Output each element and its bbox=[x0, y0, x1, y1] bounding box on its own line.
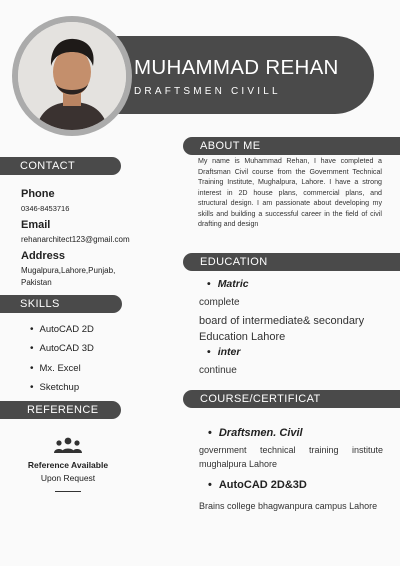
profile-photo-frame bbox=[12, 16, 132, 136]
education-item-title: • Matric bbox=[207, 278, 249, 290]
education-item-board-2: Education Lahore bbox=[199, 331, 286, 343]
candidate-title: DRAFTSMEN CIVILL bbox=[134, 86, 281, 97]
education-item-status: complete bbox=[199, 297, 240, 308]
course-item-text: Brains college bhagwanpura campus Lahore bbox=[199, 501, 378, 511]
person-portrait-icon bbox=[18, 22, 126, 130]
course-item-text: government technical training institute mughalpura Lahore bbox=[199, 445, 383, 469]
email-value: rehanarchitect123@gmail.com bbox=[21, 235, 130, 244]
reference-heading: REFERENCE bbox=[0, 401, 121, 419]
people-group-icon bbox=[53, 437, 83, 454]
course-heading: COURSE/CERTIFICAT bbox=[183, 390, 400, 408]
reference-line-1: Reference Available bbox=[27, 460, 109, 470]
education-item-status: continue bbox=[199, 365, 237, 376]
address-line-1: Mugalpura,Lahore,Punjab, bbox=[21, 266, 116, 275]
education-item-title: • inter bbox=[207, 346, 240, 358]
phone-label: Phone bbox=[21, 188, 55, 200]
education-item-board: board of intermediate& secondary bbox=[199, 315, 365, 327]
about-heading: ABOUT ME bbox=[183, 137, 400, 155]
address-line-2: Pakistan bbox=[21, 278, 52, 287]
reference-divider bbox=[55, 491, 81, 492]
course-item-title: • Draftsmen. Civil bbox=[208, 427, 303, 439]
about-text: My name is Muhammad Rehan, I have completed a Draftsman Civil course from the Government Technical Training Institute, Mughalpura, Lahore. I have a strong interest in 2D house plans, commercial plans, and structural design. I am passionate about developing my skills and building a successful career in the field of civil drafting and design bbox=[198, 157, 382, 228]
phone-value: 0346-8453716 bbox=[21, 204, 70, 213]
skill-item: • Sketchup bbox=[30, 378, 94, 397]
skills-list bbox=[30, 320, 94, 397]
skill-item: • Mx. Excel bbox=[30, 359, 94, 378]
contact-heading: CONTACT bbox=[0, 157, 121, 175]
education-heading: EDUCATION bbox=[183, 253, 400, 271]
profile-photo bbox=[18, 22, 126, 130]
email-label: Email bbox=[21, 219, 51, 231]
candidate-name: MUHAMMAD REHAN bbox=[134, 56, 339, 79]
skill-item: • AutoCAD 3D bbox=[30, 339, 94, 358]
course-item-title: • AutoCAD 2D&3D bbox=[208, 479, 307, 491]
skills-heading: SKILLS bbox=[0, 295, 122, 313]
address-label: Address bbox=[21, 250, 66, 262]
reference-line-2: Upon Request bbox=[40, 473, 96, 483]
skill-item: • AutoCAD 2D bbox=[30, 320, 94, 339]
